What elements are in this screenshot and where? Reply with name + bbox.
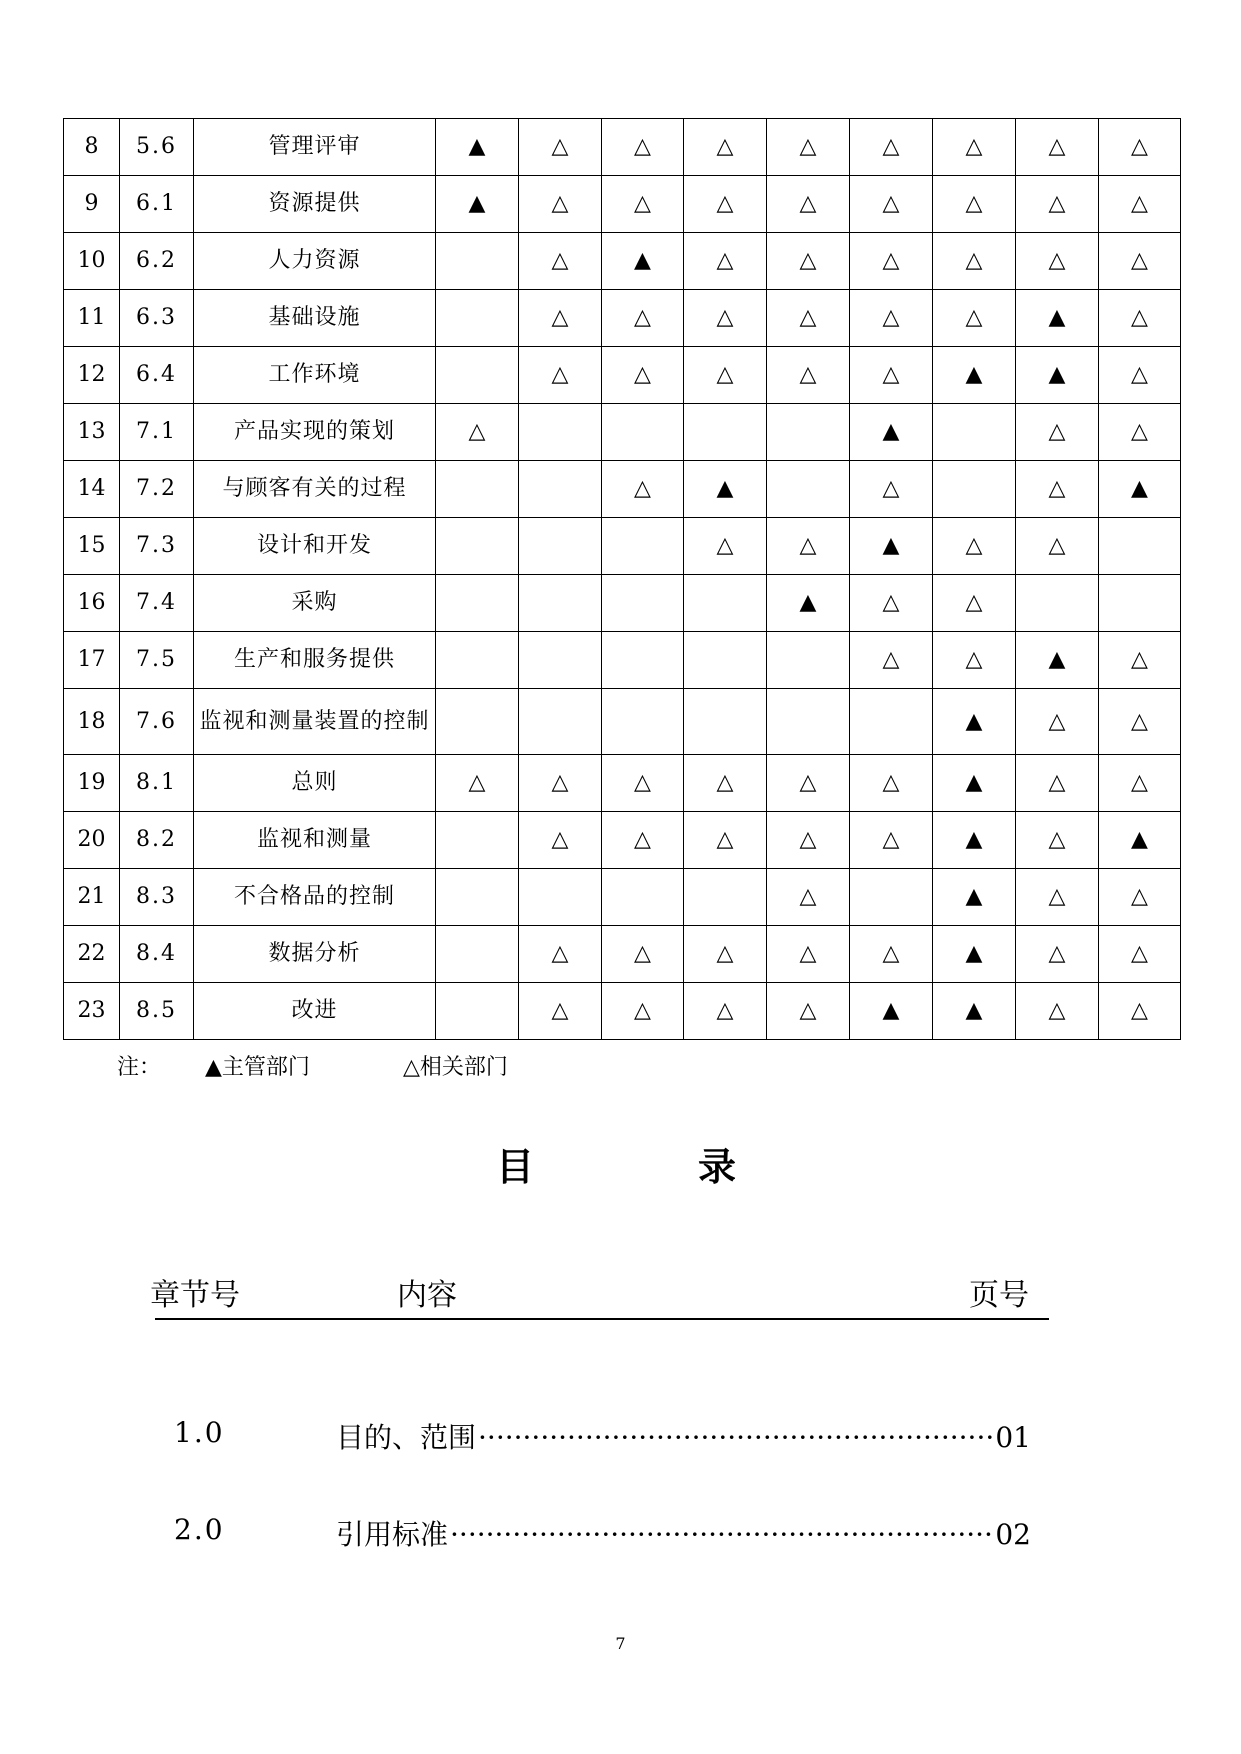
department-mark: △: [602, 812, 684, 869]
table-row: [64, 812, 1181, 869]
department-mark: △: [1099, 869, 1181, 926]
department-mark: [436, 689, 519, 755]
department-mark: △: [850, 119, 933, 176]
department-mark: △: [1016, 404, 1099, 461]
department-mark: ▲: [933, 755, 1016, 812]
toc-title-right: 录: [698, 1144, 737, 1189]
department-mark: △: [1016, 176, 1099, 233]
department-mark: ▲: [1099, 812, 1181, 869]
department-mark: ▲: [933, 812, 1016, 869]
department-mark: △: [519, 347, 602, 404]
clause-number: 5.6: [120, 119, 194, 176]
row-number: 15: [64, 518, 120, 575]
department-mark: ▲: [1099, 461, 1181, 518]
department-mark: △: [602, 461, 684, 518]
page-number: 7: [615, 1634, 626, 1653]
department-mark: △: [850, 176, 933, 233]
department-mark: △: [850, 632, 933, 689]
department-mark: △: [602, 755, 684, 812]
department-mark: △: [1099, 347, 1181, 404]
clause-number: 7.4: [120, 575, 194, 632]
department-mark: [436, 518, 519, 575]
clause-number: 6.2: [120, 233, 194, 290]
clause-title: 监视和测量: [194, 812, 436, 869]
department-mark: [767, 404, 850, 461]
department-mark: △: [1099, 755, 1181, 812]
department-mark: [850, 869, 933, 926]
legend-primary-department: ▲主管部门: [205, 1055, 310, 1080]
department-mark: [436, 461, 519, 518]
department-mark: △: [1016, 869, 1099, 926]
clause-title: 设计和开发: [194, 518, 436, 575]
department-mark: △: [933, 290, 1016, 347]
clause-number: 8.3: [120, 869, 194, 926]
department-mark: △: [1016, 689, 1099, 755]
department-mark: [436, 347, 519, 404]
department-mark: △: [767, 119, 850, 176]
clause-number: 6.1: [120, 176, 194, 233]
row-number: 21: [64, 869, 120, 926]
department-mark: △: [519, 233, 602, 290]
row-number: 18: [64, 689, 120, 755]
department-mark: [684, 869, 767, 926]
department-mark: △: [933, 632, 1016, 689]
department-mark: △: [602, 347, 684, 404]
toc-entry-page: 02: [995, 1518, 1031, 1551]
department-mark: △: [1099, 176, 1181, 233]
department-mark: ▲: [602, 233, 684, 290]
department-mark: △: [850, 812, 933, 869]
department-mark: △: [519, 983, 602, 1040]
clause-number: 7.6: [120, 689, 194, 755]
department-mark: [519, 575, 602, 632]
department-mark: △: [1099, 404, 1181, 461]
table-row: [64, 575, 1181, 632]
department-mark: [684, 632, 767, 689]
row-number: 11: [64, 290, 120, 347]
department-mark: △: [602, 983, 684, 1040]
department-mark: △: [684, 119, 767, 176]
row-number: 20: [64, 812, 120, 869]
department-mark: △: [850, 347, 933, 404]
department-mark: [684, 689, 767, 755]
department-mark: [602, 575, 684, 632]
table-row: [64, 119, 1181, 176]
department-mark: [436, 290, 519, 347]
department-mark: △: [684, 347, 767, 404]
toc-header-page: 页号: [969, 1278, 1029, 1313]
department-mark: △: [1099, 689, 1181, 755]
clause-title: 工作环境: [194, 347, 436, 404]
department-mark: [684, 404, 767, 461]
clause-title: 基础设施: [194, 290, 436, 347]
department-mark: ▲: [436, 176, 519, 233]
toc-leader-dots: [478, 1421, 993, 1454]
toc-entry-section: 1.0: [174, 1416, 225, 1449]
department-mark: [436, 233, 519, 290]
clause-title: 与顾客有关的过程: [194, 461, 436, 518]
row-number: 16: [64, 575, 120, 632]
department-mark: △: [1099, 983, 1181, 1040]
department-mark: △: [933, 575, 1016, 632]
table-row: [64, 518, 1181, 575]
department-mark: △: [1099, 926, 1181, 983]
table-row: [64, 869, 1181, 926]
department-mark: △: [602, 926, 684, 983]
department-mark: △: [436, 404, 519, 461]
clause-title: 资源提供: [194, 176, 436, 233]
department-mark: △: [767, 233, 850, 290]
clause-number: 7.5: [120, 632, 194, 689]
department-mark: △: [1016, 518, 1099, 575]
department-mark: △: [602, 119, 684, 176]
department-mark: △: [602, 176, 684, 233]
toc-entry-line: [336, 1513, 1031, 1553]
department-mark: △: [519, 290, 602, 347]
table-row: [64, 233, 1181, 290]
row-number: 14: [64, 461, 120, 518]
table-row: [64, 926, 1181, 983]
department-mark: ▲: [933, 347, 1016, 404]
row-number: 8: [64, 119, 120, 176]
department-mark: [519, 461, 602, 518]
department-mark: △: [684, 176, 767, 233]
department-mark: △: [850, 575, 933, 632]
department-mark: △: [767, 176, 850, 233]
department-mark: ▲: [1016, 347, 1099, 404]
toc-entry-title: 目的、范围: [336, 1421, 477, 1454]
department-mark: [933, 461, 1016, 518]
note-label: 注：: [117, 1055, 162, 1080]
department-mark: [602, 869, 684, 926]
department-mark: △: [933, 119, 1016, 176]
row-number: 23: [64, 983, 120, 1040]
clause-title: 总则: [194, 755, 436, 812]
clause-title: 数据分析: [194, 926, 436, 983]
department-mark: △: [767, 869, 850, 926]
department-mark: [602, 689, 684, 755]
toc-header-section: 章节号: [150, 1278, 240, 1313]
row-number: 22: [64, 926, 120, 983]
matrix-body: [64, 119, 1181, 1040]
department-mark: △: [1016, 812, 1099, 869]
department-mark: △: [684, 233, 767, 290]
department-mark: △: [436, 755, 519, 812]
department-mark: [436, 869, 519, 926]
department-mark: △: [684, 755, 767, 812]
department-mark: △: [767, 812, 850, 869]
department-mark: △: [519, 119, 602, 176]
clause-number: 8.4: [120, 926, 194, 983]
toc-entry-title: 引用标准: [336, 1518, 449, 1551]
responsibility-matrix-table: [63, 118, 1181, 1040]
table-row: [64, 404, 1181, 461]
department-mark: [1099, 575, 1181, 632]
row-number: 17: [64, 632, 120, 689]
toc-leader-dots: [450, 1518, 993, 1551]
toc-entry-section: 2.0: [174, 1513, 225, 1546]
department-mark: ▲: [767, 575, 850, 632]
toc-entry-line: [336, 1416, 1031, 1456]
department-mark: ▲: [436, 119, 519, 176]
clause-number: 6.3: [120, 290, 194, 347]
department-mark: ▲: [933, 869, 1016, 926]
clause-title: 改进: [194, 983, 436, 1040]
department-mark: △: [767, 983, 850, 1040]
department-mark: [436, 632, 519, 689]
department-mark: △: [850, 755, 933, 812]
department-mark: △: [684, 983, 767, 1040]
department-mark: [684, 575, 767, 632]
department-mark: [850, 689, 933, 755]
department-mark: △: [767, 290, 850, 347]
department-mark: ▲: [850, 518, 933, 575]
row-number: 12: [64, 347, 120, 404]
department-mark: △: [933, 518, 1016, 575]
clause-number: 8.5: [120, 983, 194, 1040]
department-mark: △: [684, 518, 767, 575]
legend-related-department: △相关部门: [403, 1055, 508, 1080]
department-mark: [767, 632, 850, 689]
department-mark: △: [850, 290, 933, 347]
table-row: [64, 632, 1181, 689]
department-mark: [436, 926, 519, 983]
department-mark: △: [767, 926, 850, 983]
department-mark: △: [684, 290, 767, 347]
department-mark: ▲: [684, 461, 767, 518]
department-mark: △: [1016, 983, 1099, 1040]
toc-title-left: 目: [496, 1144, 535, 1189]
department-mark: ▲: [850, 983, 933, 1040]
toc-entry[interactable]: [0, 1416, 1241, 1456]
clause-title: 人力资源: [194, 233, 436, 290]
department-mark: [602, 518, 684, 575]
department-mark: △: [850, 926, 933, 983]
department-mark: [933, 404, 1016, 461]
department-mark: △: [933, 176, 1016, 233]
department-mark: △: [684, 926, 767, 983]
clause-number: 6.4: [120, 347, 194, 404]
clause-title: 产品实现的策划: [194, 404, 436, 461]
department-mark: △: [602, 290, 684, 347]
department-mark: [767, 689, 850, 755]
clause-number: 7.2: [120, 461, 194, 518]
department-mark: [519, 689, 602, 755]
department-mark: [436, 575, 519, 632]
clause-title: 管理评审: [194, 119, 436, 176]
department-mark: ▲: [1016, 632, 1099, 689]
table-row: [64, 755, 1181, 812]
clause-title: 监视和测量装置的控制: [194, 689, 436, 755]
department-mark: [602, 404, 684, 461]
department-mark: [519, 869, 602, 926]
toc-header-rule: [155, 1318, 1049, 1320]
department-mark: △: [850, 233, 933, 290]
department-mark: △: [767, 347, 850, 404]
department-mark: △: [1016, 461, 1099, 518]
table-row: [64, 461, 1181, 518]
department-mark: ▲: [933, 983, 1016, 1040]
row-number: 9: [64, 176, 120, 233]
department-mark: △: [519, 812, 602, 869]
department-mark: ▲: [933, 926, 1016, 983]
department-mark: [1099, 518, 1181, 575]
clause-title: 采购: [194, 575, 436, 632]
department-mark: △: [850, 461, 933, 518]
department-mark: ▲: [1016, 290, 1099, 347]
department-mark: [436, 812, 519, 869]
department-mark: ▲: [933, 689, 1016, 755]
department-mark: [519, 518, 602, 575]
department-mark: △: [933, 233, 1016, 290]
clause-title: 生产和服务提供: [194, 632, 436, 689]
department-mark: [519, 404, 602, 461]
clause-title: 不合格品的控制: [194, 869, 436, 926]
department-mark: △: [1099, 290, 1181, 347]
department-mark: △: [1099, 119, 1181, 176]
toc-entry-page: 01: [995, 1421, 1031, 1454]
department-mark: △: [767, 518, 850, 575]
department-mark: △: [1016, 755, 1099, 812]
department-mark: ▲: [850, 404, 933, 461]
clause-number: 7.3: [120, 518, 194, 575]
clause-number: 8.2: [120, 812, 194, 869]
department-mark: [602, 632, 684, 689]
department-mark: [1016, 575, 1099, 632]
row-number: 10: [64, 233, 120, 290]
department-mark: △: [1099, 632, 1181, 689]
department-mark: △: [1016, 119, 1099, 176]
clause-number: 8.1: [120, 755, 194, 812]
department-mark: △: [1016, 926, 1099, 983]
table-row: [64, 983, 1181, 1040]
table-row: [64, 347, 1181, 404]
row-number: 13: [64, 404, 120, 461]
department-mark: [519, 632, 602, 689]
department-mark: [767, 461, 850, 518]
table-row: [64, 176, 1181, 233]
table-row: [64, 689, 1181, 755]
department-mark: △: [1016, 233, 1099, 290]
table-row: [64, 290, 1181, 347]
department-mark: △: [519, 176, 602, 233]
row-number: 19: [64, 755, 120, 812]
toc-entry[interactable]: [0, 1513, 1241, 1553]
clause-number: 7.1: [120, 404, 194, 461]
toc-header-content: 内容: [397, 1278, 457, 1313]
department-mark: △: [684, 812, 767, 869]
department-mark: △: [767, 755, 850, 812]
department-mark: [436, 983, 519, 1040]
department-mark: △: [1099, 233, 1181, 290]
department-mark: △: [519, 755, 602, 812]
department-mark: △: [519, 926, 602, 983]
